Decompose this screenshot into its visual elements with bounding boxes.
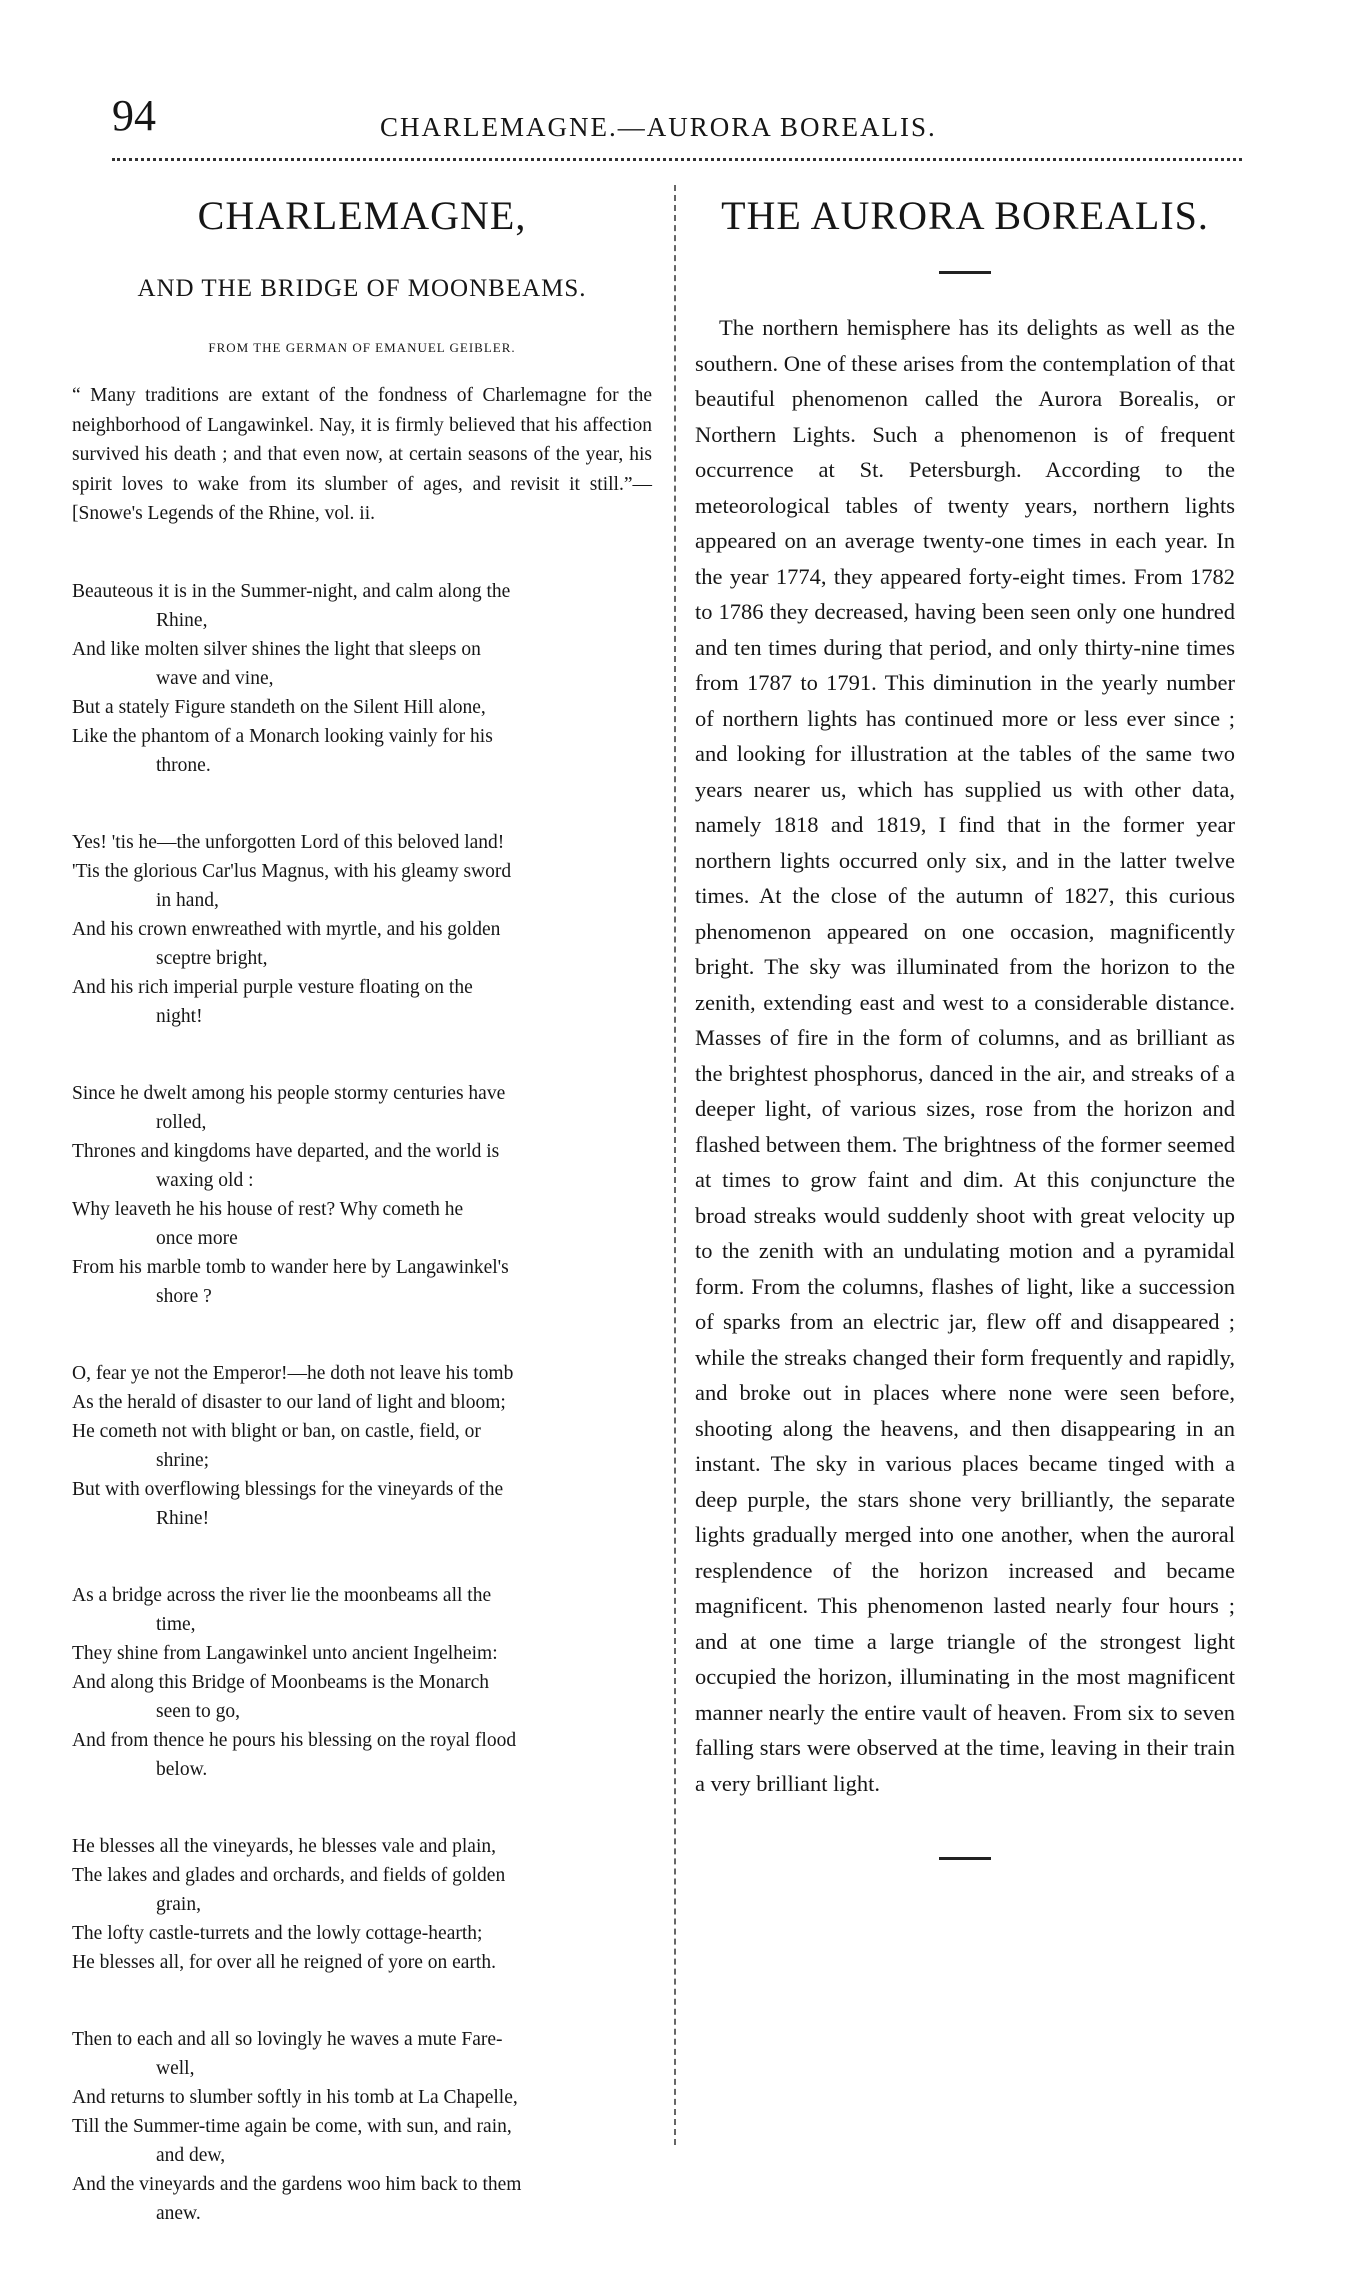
end-rule <box>939 1857 991 1860</box>
page-number: 94 <box>112 91 156 140</box>
poem-line: But a stately Figure standeth on the Silent Hill alone, <box>72 696 486 718</box>
article-title: THE AURORA BOREALIS. <box>721 193 1209 238</box>
poem-line: And like molten silver shines the light that sleeps on wave and vine, <box>72 638 481 689</box>
article-body: The northern hemisphere has its delights as well as the southern. One of these arises from the contemplation of that beautiful phenomenon called the Aurora Borealis, or Northern Lights. Such a phenomenon is of frequent occurrence at St. Petersburgh. According to the meteorological tables of twenty years, northern lights appeared on an average twenty-one times in each year. In the year 1774, they appeared forty-eight times. From 1782 to 1786 they decreased, having been seen only one hundred and ten times during that period, and only thirty-nine times from 1787 to 1791. This diminution in the yearly number of northern lights has continued more or less ever since ; and looking for illustration at the tables of the same two years nearer us, which has supplied us with other data, namely 1818 and 1819, I find that in the former year northern lights occurred only six, and in the latter twelve times. At the close of the autumn of 1827, this curious phenomenon appeared on one occasion, magnificently bright. The sky was illuminated from the horizon to the zenith, extending east and west to a considerable distance. Masses of fire in the form of columns, and as brilliant as the brightest phosphorus, danced in the air, and streaks of a deeper light, of various sizes, rose from the horizon and flashed between them. The brightness of the former seemed at times to grow faint and dim. At this conjuncture the broad streaks would suddenly shoot with great velocity up to the zenith with an undulating motion and a pyramidal form. From the columns, flashes of light, like a succession of sparks from an electric jar, flew off and disappeared ; while the streaks changed their form frequently and rapidly, and broke out in places where none were seen before, shooting along the heavens, and then disappearing in an instant. The sky in various places became tinged with a deep purple, the stars shone very brilliantly, the separate lights gradually merged into one another, when the auroral resplendence of the horizon increased and became magnificent. This phenomenon lasted nearly four hours ; and at one time a large triangle of the strongest light occupied the horizon, illuminating in the most magnificent manner nearly the entire vault of heaven. From six to seven falling stars were observed at the time, leaving in their train a very brilliant light. <box>695 315 1235 1796</box>
stanza <box>72 1079 652 1311</box>
poem-line: And returns to slumber softly in his tomb at La Chapelle, <box>72 2086 518 2108</box>
poem-subtitle: AND THE BRIDGE OF MOONBEAMS. <box>137 275 587 302</box>
poem-line: From his marble tomb to wander here by Langawinkel's shore ? <box>72 1256 509 1307</box>
poem-line: Since he dwelt among his people stormy centuries have rolled, <box>72 1082 506 1133</box>
header-rule <box>112 158 1242 161</box>
stanza <box>72 1832 652 1977</box>
article-column <box>695 165 1235 2065</box>
poem-line: And along this Bridge of Moonbeams is the Monarch seen to go, <box>72 1671 490 1722</box>
poem-line: He blesses all the vineyards, he blesses vale and plain, <box>72 1835 497 1857</box>
poem-line: O, fear ye not the Emperor!—he doth not leave his tomb <box>72 1362 514 1384</box>
poem-line: As the herald of disaster to our land of light and bloom; <box>72 1391 506 1413</box>
running-head: CHARLEMAGNE.—AURORA BOREALIS. <box>380 112 937 142</box>
poem-line: He cometh not with blight or ban, on castle, field, or shrine; <box>72 1420 481 1471</box>
stanza <box>72 1359 652 1533</box>
poem-line: But with overflowing blessings for the vineyards of the Rhine! <box>72 1478 504 1529</box>
poem-line: As a bridge across the river lie the moonbeams all the time, <box>72 1584 492 1635</box>
poem-stanzas <box>72 577 652 2228</box>
poem-line: 'Tis the glorious Car'lus Magnus, with his gleamy sword in hand, <box>72 860 512 911</box>
poem-line: The lofty castle-turrets and the lowly cottage-hearth; <box>72 1922 483 1944</box>
poem-title: CHARLEMAGNE, <box>197 193 527 238</box>
poem-line: Then to each and all so lovingly he waves a mute Fare- well, <box>72 2028 503 2079</box>
poem-line: Beauteous it is in the Summer-night, and calm along the Rhine, <box>72 580 511 631</box>
poem-line: And his rich imperial purple vesture floating on the night! <box>72 976 473 1027</box>
poem-line: And his crown enwreathed with myrtle, and his golden sceptre bright, <box>72 918 501 969</box>
title-rule <box>939 271 991 274</box>
poem-line: Till the Summer-time again be come, with sun, and rain, and dew, <box>72 2115 512 2166</box>
poem-source: FROM THE GERMAN OF EMANUEL GEIBLER. <box>208 340 516 355</box>
poem-line: And from thence he pours his blessing on the royal flood below. <box>72 1729 517 1780</box>
poem-column <box>72 165 652 2225</box>
poem-epigraph: “ Many traditions are extant of the fondness of Charlemagne for the neighborhood of Langawinkel. Nay, it is firmly believed that his affection survived his death ; and that even now, at certain seasons of the year, his spirit loves to wake from its slumber of ages, and revisit it still.”—[Snowe's Legends of the Rhine, vol. ii. <box>72 385 652 524</box>
stanza <box>72 1581 652 1784</box>
poem-line: They shine from Langawinkel unto ancient Ingelheim: <box>72 1642 498 1664</box>
poem-line: Why leaveth he his house of rest? Why cometh he once more <box>72 1198 464 1249</box>
poem-line: Like the phantom of a Monarch looking vainly for his throne. <box>72 725 493 776</box>
stanza <box>72 828 652 1031</box>
poem-line: The lakes and glades and orchards, and fields of golden grain, <box>72 1864 506 1915</box>
poem-line: He blesses all, for over all he reigned of yore on earth. <box>72 1951 496 1973</box>
stanza <box>72 2025 652 2228</box>
poem-line: Thrones and kingdoms have departed, and the world is waxing old : <box>72 1140 500 1191</box>
stanza <box>72 577 652 780</box>
column-divider <box>674 185 676 2145</box>
poem-line: And the vineyards and the gardens woo him back to them anew. <box>72 2173 522 2224</box>
poem-line: Yes! 'tis he—the unforgotten Lord of this beloved land! <box>72 831 505 853</box>
